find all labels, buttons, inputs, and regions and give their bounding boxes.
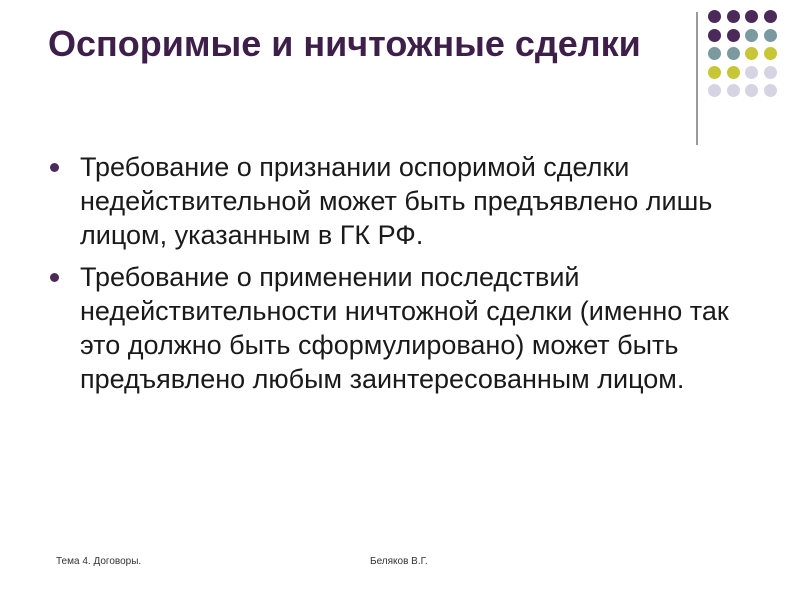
decorative-dot: [708, 84, 721, 97]
decorative-divider-line: [696, 12, 698, 145]
slide-title: Оспоримые и ничтожные сделки: [48, 23, 641, 64]
decorative-dot: [745, 29, 758, 42]
decorative-dot: [745, 66, 758, 79]
decorative-dot: [764, 66, 777, 79]
bullet-dot-icon: [50, 273, 59, 282]
decorative-dot: [745, 84, 758, 97]
bullet-text: Требование о применении последствий недействительности ничтожной сделки (именно так это должно быть сформулировано) может быть предъявлено любым заинтересованным лицом.: [80, 262, 729, 394]
bullet-list: [44, 150, 744, 404]
bullet-item: [44, 150, 744, 252]
footer-topic: Тема 4. Договоры.: [56, 556, 142, 567]
decorative-dot: [727, 84, 740, 97]
decorative-dot: [764, 29, 777, 42]
bullet-text: Требование о признании оспоримой сделки недействительной может быть предъявлено лишь лицом, указанным в ГК РФ.: [80, 152, 713, 250]
decorative-dot: [708, 47, 721, 60]
decorative-dot: [764, 84, 777, 97]
decorative-dot: [727, 29, 740, 42]
decorative-dot: [708, 10, 721, 23]
decorative-dot: [764, 47, 777, 60]
decorative-dot: [708, 29, 721, 42]
bullet-item: [44, 260, 744, 396]
decorative-dot: [745, 47, 758, 60]
footer-author: Беляков В.Г.: [370, 556, 428, 567]
decorative-dot: [708, 66, 721, 79]
decorative-dot: [727, 10, 740, 23]
decorative-dot: [727, 66, 740, 79]
decorative-dot: [745, 10, 758, 23]
decorative-dot: [764, 10, 777, 23]
bullet-dot-icon: [50, 163, 59, 172]
decorative-dot: [727, 47, 740, 60]
